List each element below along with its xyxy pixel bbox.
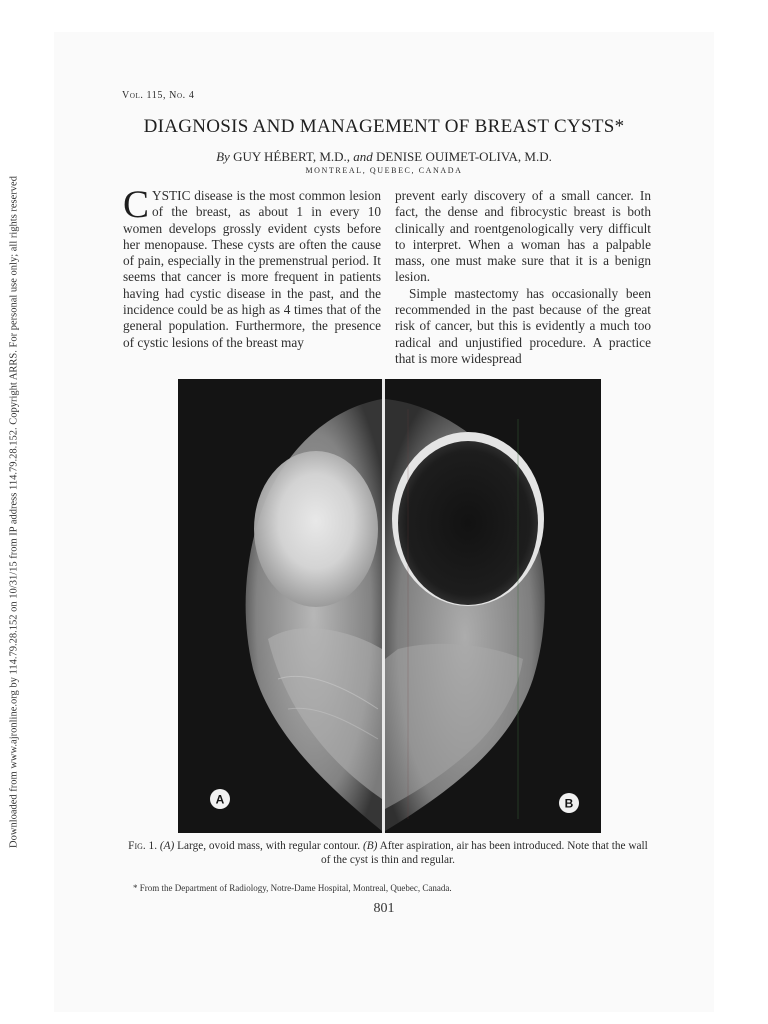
byline-by: By (216, 149, 230, 164)
caption-fig-label: Fig. 1. (128, 840, 158, 852)
figure-1-radiographs (178, 379, 601, 833)
mammogram-image (178, 379, 601, 833)
download-notice: Downloaded from www.ajronline.org by 114.79.28.152 on 10/31/15 from IP address 114.79.28.152. Copyright ARRS. For personal use only; all rights reserved (8, 176, 20, 848)
byline (0, 149, 768, 165)
intro-text: YSTIC disease is the most common lesion of the breast, as about 1 in every 10 women develops grossly evident cysts before her menopause. These cysts are often the cause of pain, especially in the premenstrual period. It seems that cancer is more frequent in patients having had cystic disease in the past, and the incidence could be as high as 4 times that of the general population. Furthermore, the presence of cystic lesions of the breast may (123, 188, 381, 350)
caption-a-marker: (A) (159, 840, 175, 852)
page-number: 801 (373, 901, 395, 916)
drop-cap: C (123, 183, 150, 226)
caption-b-marker: (B) (362, 840, 378, 852)
paragraph-continued: prevent early discovery of a small cancer. In fact, the dense and fibrocystic breast is both clinically and roentgenologically very difficult to interpret. When a woman has a palpable mass, one must make sure that it is a benign lesion. (395, 188, 651, 285)
body-column-right (395, 188, 651, 367)
body-column-left (123, 183, 381, 351)
caption-b-text: After aspiration, air has been introduced. Note that the wall of the cyst is thin and regular. (321, 840, 648, 866)
caption-a-text: Large, ovoid mass, with regular contour. (174, 840, 363, 852)
article-title: DIAGNOSIS AND MANAGEMENT OF BREAST CYSTS* (143, 116, 625, 137)
paragraph-mastectomy: Simple mastectomy has occasionally been recommended in the past because of the great risk of cancer, but this is evidently a much too radical and unjustified procedure. A practice that is more widespread (395, 285, 651, 366)
byline-and: and (353, 149, 373, 164)
footnote: * From the Department of Radiology, Notre-Dame Hospital, Montreal, Quebec, Canada. (133, 883, 452, 893)
author-location: MONTREAL, QUEBEC, CANADA (305, 166, 463, 175)
label-b: B (564, 796, 574, 811)
label-a: A (215, 792, 225, 807)
author-1: GUY HÉBERT, M.D., (233, 149, 351, 164)
figure-caption (123, 840, 653, 867)
volume-issue: Vol. 115, No. 4 (122, 90, 195, 101)
author-2: DENISE OUIMET-OLIVA, M.D. (376, 149, 552, 164)
image-divider (382, 379, 385, 833)
intro-paragraph (123, 183, 381, 351)
